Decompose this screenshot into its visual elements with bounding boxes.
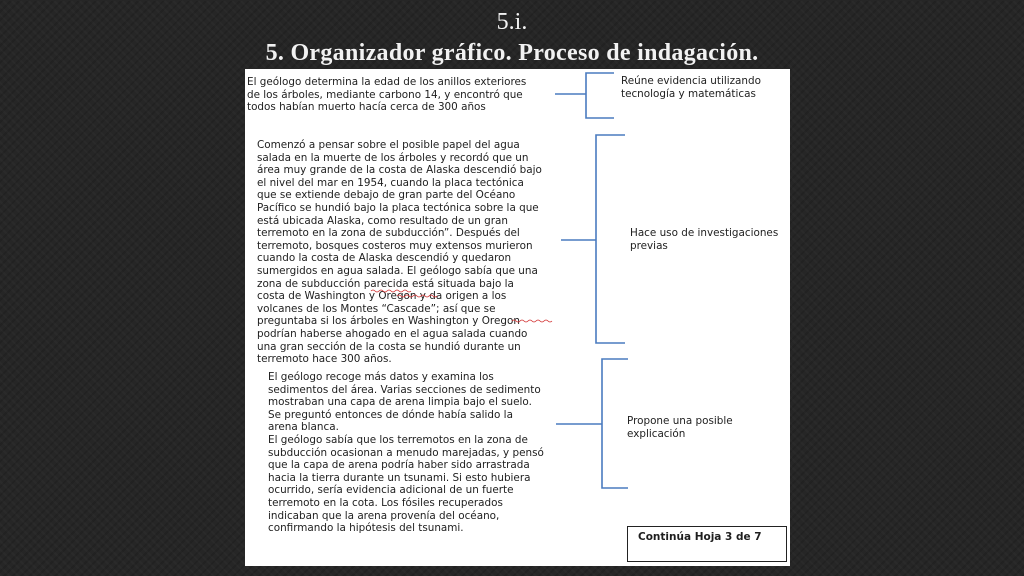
- research-text: Comenzó a pensar sobre el posible papel del agua salada en la muerte de los árboles y recordó que un área muy grande de la costa de Alaska descendió bajo el nivel del mar en 1954, cuando la placa tectónica que se extiende debajo de gran parte del Océano Pacífico se hundió bajo la placa tectónica sobre la que está ubicada Alaska, como resultado de un gran terremoto en la zona de subducción”. Después del terremoto, bosques costeros muy extensos murieron cuando la costa de Alaska descendió y quedaron sumergidos en agua salada. El geólogo sabía que una zona de subducción parecida está situada bajo la costa de Washington y Oregon y da origen a los volcanes de los Montes “Cascade”; así que se preguntaba si los árboles en Washington y Oregon podrían haberse ahogado en el agua salada cuando una gran sección de la costa se hundió durante un terremoto hace 300 años.: [257, 139, 542, 366]
- research-label: Hace uso de investigaciones previas: [630, 227, 779, 252]
- evidence-label: Reúne evidencia utilizando tecnología y matemáticas: [621, 75, 761, 100]
- slide-title: 5. Organizador gráfico. Proceso de indagación.: [265, 40, 759, 66]
- bracket-1: [555, 73, 614, 118]
- explanation-label: Propone una posible explicación: [627, 415, 733, 440]
- bracket-3: [556, 359, 628, 488]
- bracket-2: [561, 135, 625, 343]
- continue-box: [627, 526, 787, 562]
- slide-number: 5.i.: [496, 9, 528, 35]
- continue-text: Continúa Hoja 3 de 7: [638, 531, 762, 543]
- explanation-text: El geólogo recoge más datos y examina los sedimentos del área. Varias secciones de sedimento mostraban una capa de arena limpia bajo el suelo. Se preguntó entonces de dónde había salido la arena blanca. El geólogo sabía que los terremotos en la zona de subducción ocasionan a menudo marejadas, y pensó que la capa de arena podría haber sido arrastrada hacia la tierra durante un tsunami. Si esto hubiera ocurrido, sería evidencia adicional de un fuerte terremoto en la cota. Los fósiles recuperados indicaban que la arena provenía del océano, confirmando la hipótesis del tsunami.: [268, 371, 544, 535]
- evidence-text: El geólogo determina la edad de los anillos exteriores de los árboles, mediante carbono 14, y encontró que todos habían muerto hacía cerca de 300 años: [247, 76, 527, 114]
